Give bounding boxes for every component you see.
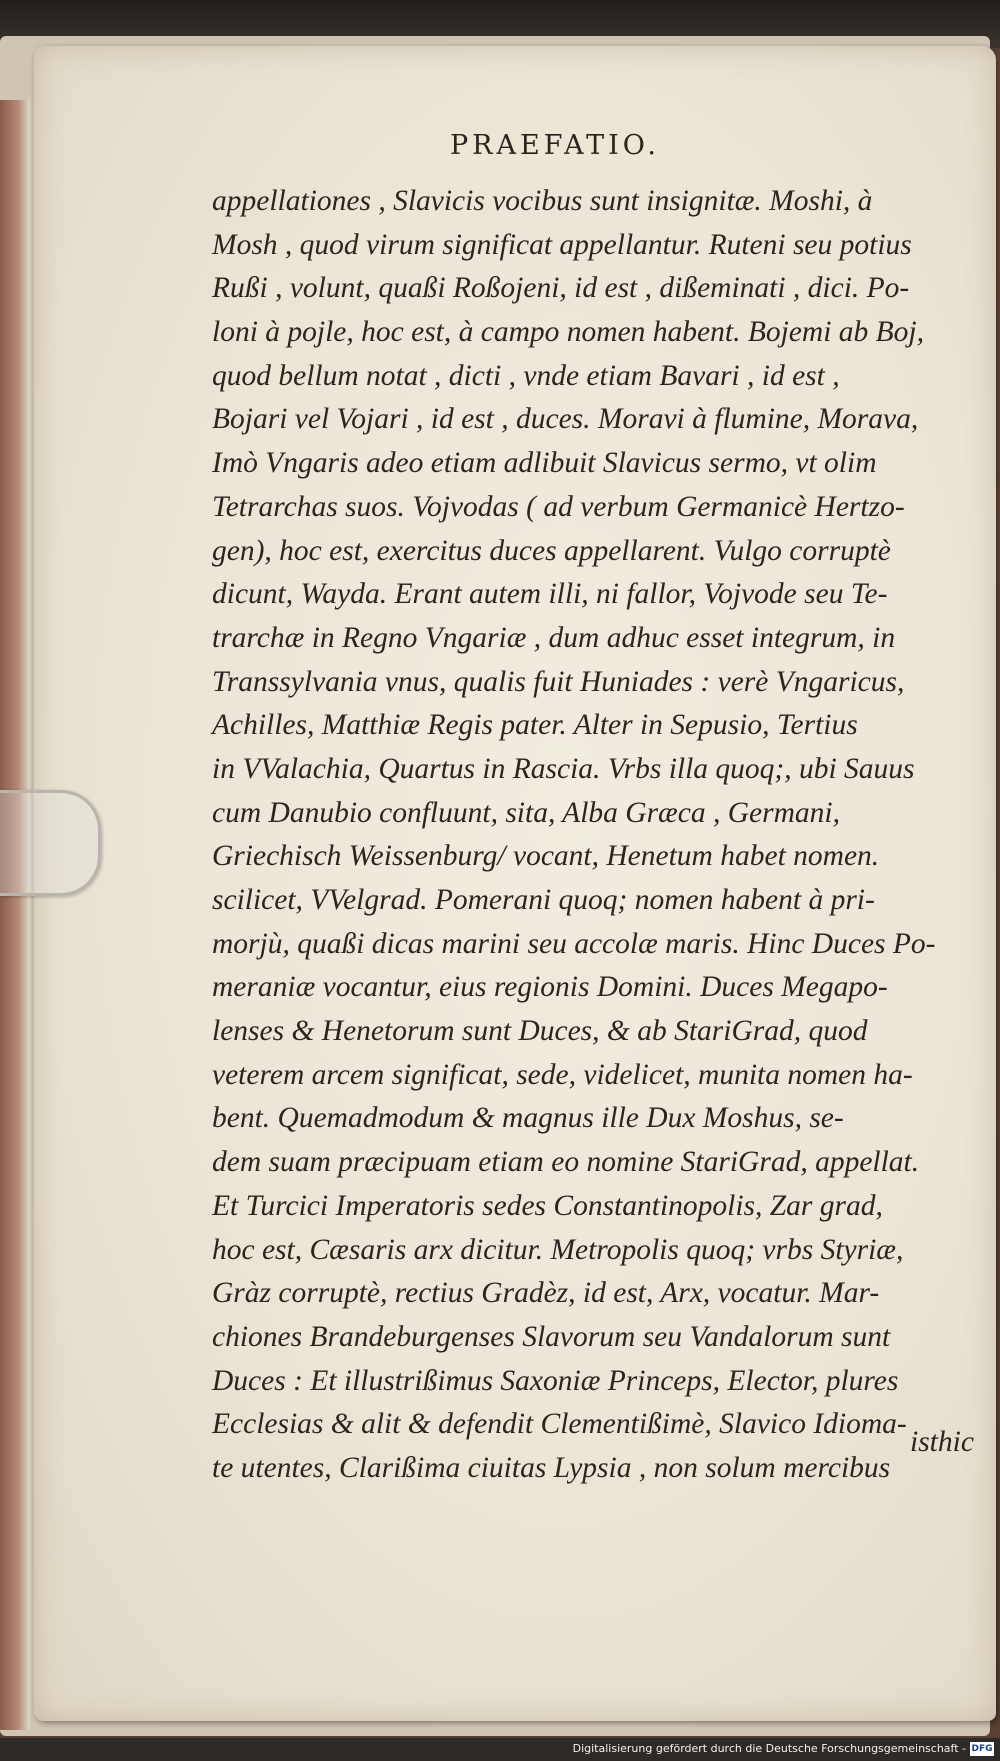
text-line: veterem arcem significat, sede, videlicet, munita nomen ha- [212, 1058, 913, 1091]
body-text [212, 180, 984, 1491]
text-line: te utentes, Clarißima ciuitas Lypsia , non solum mercibus [212, 1451, 891, 1484]
catchword: isthic [910, 1426, 974, 1458]
dfg-logo: DFG [971, 1744, 993, 1754]
text-line: cum Danubio confluunt, sita, Alba Græca , Germani, [212, 796, 840, 829]
page-clip [0, 790, 101, 896]
book-cover-edge [0, 100, 30, 1730]
text-line: bent. Quemadmodum & magnus ille Dux Moshus, se- [212, 1102, 844, 1135]
text-line: Duces : Et illustrißimus Saxoniæ Princeps, Elector, plures [212, 1364, 899, 1397]
text-line: Griechisch Weissenburg/ vocant, Henetum habet nomen. [212, 840, 880, 873]
text-line: meraniæ vocantur, eius regionis Domini. Duces Megapo- [212, 971, 888, 1004]
text-line: gen), hoc est, exercitus duces appellarent. Vulgo corruptè [212, 534, 891, 567]
text-line: loni à pojle, hoc est, à campo nomen habent. Bojemi ab Boj, [212, 316, 924, 349]
text-line: morjù, quaßi dicas marini seu accolæ maris. Hinc Duces Po- [212, 927, 936, 960]
text-line: Bojari vel Vojari , id est , duces. Moravi à flumine, Morava, [212, 403, 919, 436]
text-line: dem suam præcipuam etiam eo nomine StariGrad, appellat. [212, 1146, 920, 1179]
text-line: Rußi , volunt, quaßi Roßojeni, id est , dißeminati , dici. Po- [212, 272, 910, 305]
text-line: appellationes , Slavicis vocibus sunt insignitæ. Moshi, à [212, 185, 873, 217]
text-line: Mosh , quod virum significat appellantur. Ruteni seu potius [212, 228, 912, 261]
text-line: Achilles, Matthiæ Regis pater. Alter in Sepusio, Tertius [212, 709, 858, 742]
text-line: Et Turcici Imperatoris sedes Constantinopolis, Zar grad, [212, 1189, 883, 1222]
text-line: scilicet, VVelgrad. Pomerani quoq; nomen habent à pri- [212, 884, 875, 916]
text-line: Gràz corruptè, rectius Gradèz, id est, Arx, vocatur. Mar- [212, 1277, 880, 1310]
text-line: trarchæ in Regno Vngariæ , dum adhuc esset integrum, in [212, 621, 896, 654]
text-line: hoc est, Cæsaris arx dicitur. Metropolis quoq; vrbs Styriæ, [212, 1233, 904, 1266]
digitization-credit: Digitalisierung gefördert durch die Deutsche Forschungsgemeinschaft - [572, 1742, 966, 1755]
text-line: dicunt, Wayda. Erant autem illi, ni fallor, Vojvode seu Te- [212, 578, 888, 611]
text-line: quod bellum notat , dicti , vnde etiam Bavari , id est , [212, 359, 840, 392]
text-line: Ecclesias & alit & defendit Clementißimè, Slavico Idioma- [212, 1408, 907, 1441]
text-line: Transsylvania vnus, qualis fuit Huniades : verè Vngaricus, [212, 665, 905, 698]
text-line: in VValachia, Quartus in Rascia. Vrbs illa quoq;, ubi Sauus [212, 752, 915, 785]
text-line: lenses & Henetorum sunt Duces, & ab StariGrad, quod [212, 1015, 868, 1048]
text-line: Imò Vngaris adeo etiam adlibuit Slavicus sermo, vt olim [212, 447, 877, 480]
running-head: PRAEFATIO. [450, 130, 660, 161]
text-line: chiones Brandeburgenses Slavorum seu Vandalorum sunt [212, 1320, 891, 1353]
text-line: Tetrarchas suos. Vojvodas ( ad verbum Germanicè Hertzo- [212, 490, 905, 523]
